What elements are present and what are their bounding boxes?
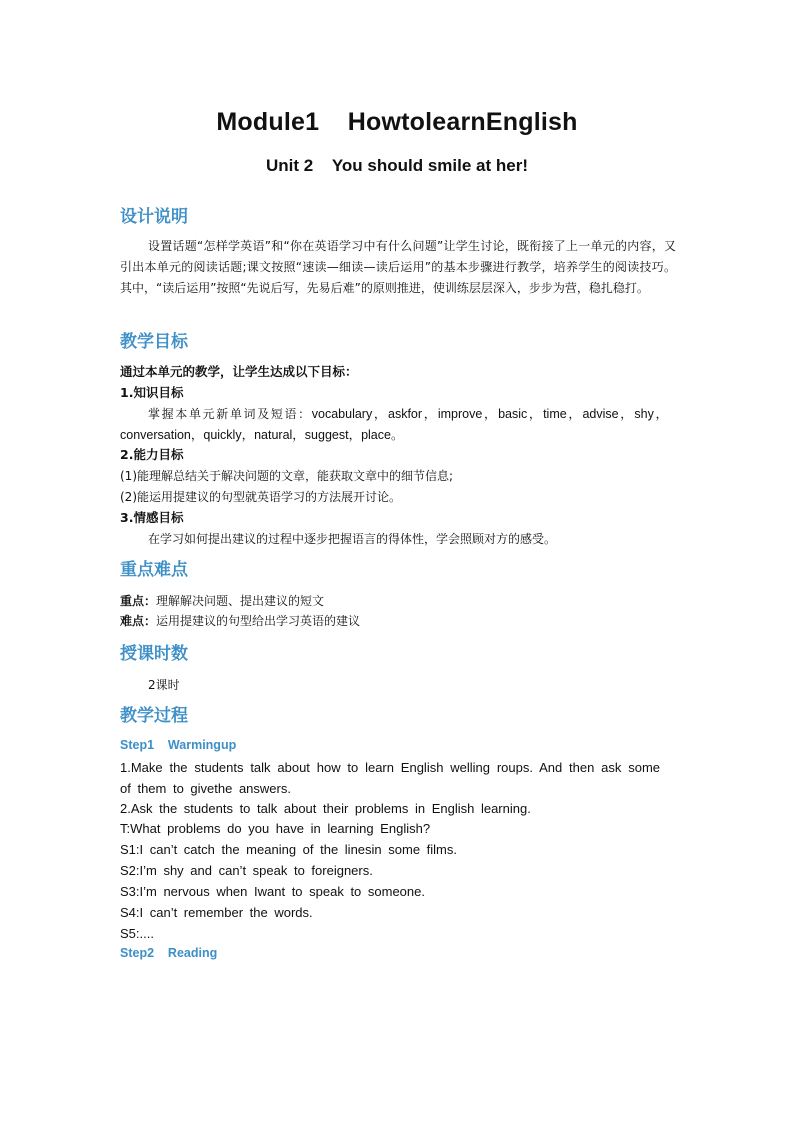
knowledge-words: vocabulary，askfor，improve，basic，time，advise，shy，conversation，quickly，natural，suggest，place。 bbox=[120, 407, 668, 442]
hours-value: 2课时 bbox=[148, 678, 180, 692]
process-line-8: S5:.... bbox=[120, 926, 154, 941]
emotion-title: 3.情感目标 bbox=[120, 510, 184, 525]
key-text: 理解解决问题、提出建议的短文 bbox=[156, 594, 325, 608]
process-line-1: 1.Make the students talk about how to learn English welling roups. And then ask some of them to givethe answers. bbox=[120, 760, 660, 796]
design-heading: 设计说明 bbox=[120, 207, 188, 227]
ability-item-1: (1)能理解总结关于解决问题的文章，能获取文章中的细节信息; bbox=[120, 469, 454, 483]
emotion-text: 在学习如何提出建议的过程中逐步把握语言的得体性，学会照顾对方的感受。 bbox=[148, 532, 557, 546]
ability-title: 2.能力目标 bbox=[120, 447, 184, 462]
knowledge-text bbox=[120, 404, 668, 446]
unit-subtitle: Unit 2 You should smile at her! bbox=[266, 156, 528, 175]
difficult-point bbox=[120, 611, 360, 631]
process-line-2: 2.Ask the students to talk about their problems in English learning. bbox=[120, 801, 531, 816]
difficult-label: 难点： bbox=[120, 614, 157, 628]
process-line-6: S3:I’m nervous when Iwant to speak to someone. bbox=[120, 884, 425, 899]
module-title: Module1 HowtolearnEnglish bbox=[216, 108, 578, 136]
design-paragraph: 设置话题“怎样学英语”和“你在英语学习中有什么问题”让学生讨论，既衔接了上一单元的内容，又引出本单元的阅读话题;课文按照“速读—细读—读后运用”的基本步骤进行教学，培养学生的阅读技巧。其中，“读后运用”按照“先说后写，先易后难”的原则推进，使训练层层深入，步步为营，稳扎稳打。 bbox=[120, 239, 676, 295]
key-point bbox=[120, 591, 324, 611]
key-label: 重点： bbox=[120, 594, 157, 608]
knowledge-prefix: 掌握本单元新单词及短语： bbox=[148, 407, 312, 421]
process-line-7: S4:I can’t remember the words. bbox=[120, 905, 313, 920]
difficult-text: 运用提建议的句型给出学习英语的建议 bbox=[156, 614, 361, 628]
key-heading: 重点难点 bbox=[120, 560, 188, 580]
process-line-3: T:What problems do you have in learning English? bbox=[120, 821, 431, 836]
knowledge-title: 1.知识目标 bbox=[120, 385, 184, 400]
ability-item-2: (2)能运用提建议的句型就英语学习的方法展开讨论。 bbox=[120, 490, 402, 504]
goals-heading: 教学目标 bbox=[120, 332, 188, 352]
hours-heading: 授课时数 bbox=[120, 644, 188, 664]
step2-label: Step2 Reading bbox=[120, 946, 218, 960]
process-heading: 教学过程 bbox=[120, 706, 188, 726]
step1-label: Step1 Warmingup bbox=[120, 738, 237, 752]
goals-intro: 通过本单元的教学，让学生达成以下目标： bbox=[120, 364, 358, 379]
process-line-4: S1:I can’t catch the meaning of the linesin some films. bbox=[120, 842, 457, 857]
process-line-5: S2:I’m shy and can’t speak to foreigners. bbox=[120, 863, 373, 878]
